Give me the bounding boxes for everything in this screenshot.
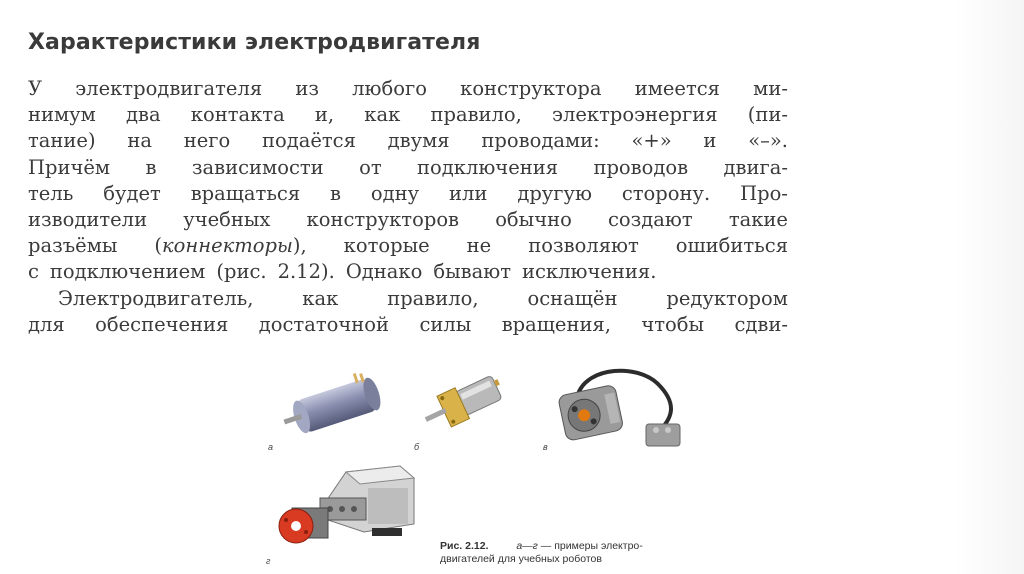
paragraph-word: вращаться [190, 181, 301, 205]
paragraph-word: и, [314, 103, 335, 127]
paragraph-word: или [449, 181, 488, 205]
paragraph-word: Однако [345, 260, 423, 284]
paragraph-word: любого [352, 77, 427, 100]
paragraph-word: чтобы [641, 312, 705, 336]
figure-caption [440, 540, 680, 566]
paragraph-word: Электродвигатель, [58, 286, 254, 310]
paragraph-word: достаточной [258, 312, 390, 336]
paragraph-word: обеспечения [95, 312, 229, 336]
paragraph-word: на [127, 129, 152, 153]
paragraph-word: «+» [631, 129, 672, 153]
paragraph-word: оснащён [527, 286, 618, 310]
paragraph-word: У [28, 77, 43, 100]
figure-letter-a: а [268, 442, 274, 452]
paragraph-line [28, 181, 788, 207]
paragraph-word: тание) [28, 129, 96, 153]
paragraph-line [28, 128, 788, 154]
paragraph-word: вращения, [501, 312, 611, 336]
paragraph-word: редуктором [666, 286, 788, 310]
paragraph-word: Причём [28, 155, 111, 179]
paragraph-word: (рис. [216, 260, 267, 284]
paragraph-line [28, 233, 788, 259]
paragraph-word: подключением [49, 260, 206, 284]
paragraph-word: от [359, 155, 382, 179]
paragraph-word: конструктора [460, 77, 602, 100]
paragraph-word: конструкторов [306, 208, 460, 232]
paragraph-word: другую [517, 181, 592, 205]
paragraph-word: правило, [387, 286, 479, 310]
paragraph-line [28, 76, 788, 102]
paragraph-word: как [364, 103, 401, 127]
paragraph-word: не [466, 234, 492, 258]
paragraph-word: двига- [723, 155, 788, 179]
paragraph-word: ми- [753, 77, 788, 100]
paragraph-word: такие [728, 208, 788, 232]
paragraph-word: разъёмы [28, 234, 118, 258]
paragraph-word: будет [103, 181, 161, 205]
paragraph-word: из [295, 77, 319, 100]
paragraph-line [28, 207, 788, 233]
paragraph-word: Про- [740, 181, 788, 205]
paragraph-word: с [28, 260, 39, 284]
paragraph-word: подаётся [261, 129, 356, 153]
paragraph-word: в [145, 155, 157, 179]
paragraph-word: два [125, 103, 161, 127]
paragraph-word: учебных [183, 208, 271, 232]
paragraph-word: которые [343, 234, 430, 258]
paragraph-word: для [28, 312, 65, 336]
paragraph-word: правило, [430, 103, 522, 127]
paragraph-line [28, 102, 788, 128]
paragraph-word: него [183, 129, 231, 153]
figure-letter-b: б [414, 442, 420, 452]
slide-edge-shading [954, 0, 1024, 574]
paragraph-word: нимум [28, 103, 96, 127]
motor-image-a [272, 372, 392, 442]
paragraph-word: бывают [433, 260, 511, 284]
paragraph-word: проводов [593, 155, 689, 179]
paragraph-word: проводами: [481, 129, 600, 153]
paragraph-word: одну [370, 181, 420, 205]
paragraph-word: имеется [634, 77, 720, 100]
paragraph-word: как [302, 286, 339, 310]
paragraph-line [28, 312, 788, 338]
paragraph [28, 76, 788, 338]
paragraph-word: (коннекторы), [154, 234, 307, 258]
caption-text-2: двигателей для учебных роботов [440, 553, 602, 565]
paragraph-word: двумя [387, 129, 450, 153]
paragraph-word: создают [607, 208, 693, 232]
paragraph-word: зависимости [191, 155, 324, 179]
paragraph-word: и [703, 129, 717, 153]
paragraph-word: ошибиться [675, 234, 788, 258]
paragraph-word: в [330, 181, 342, 205]
paragraph-word: силы [419, 312, 472, 336]
paragraph-word: сдви- [734, 312, 788, 336]
paragraph-word: исключения. [522, 260, 657, 284]
paragraph-word: электродвигателя [75, 77, 263, 100]
paragraph-line [28, 286, 788, 312]
motor-image-g [268, 458, 428, 562]
paragraph-word: «–». [748, 129, 788, 153]
caption-label: Рис. 2.12. [440, 540, 489, 552]
caption-text-1: — примеры электро- [540, 540, 643, 552]
paragraph-line [28, 155, 788, 181]
paragraph-line [28, 259, 788, 285]
paragraph-word: (пи- [747, 103, 788, 127]
paragraph-word: обычно [495, 208, 572, 232]
motor-image-v [548, 364, 688, 456]
figure-letter-v: в [543, 442, 548, 452]
paragraph-word: подключения [417, 155, 559, 179]
figure-letter-g: г [266, 556, 271, 566]
paragraph-word: тель [28, 181, 74, 205]
paragraph-word: сторону. [621, 181, 711, 205]
paragraph-word: 2.12). [277, 260, 335, 284]
caption-range: а—г [516, 540, 538, 552]
section-heading: Характеристики электродвигателя [28, 30, 481, 55]
paragraph-word: позволяют [528, 234, 639, 258]
paragraph-word: изводители [28, 208, 148, 232]
paragraph-word: контакта [190, 103, 285, 127]
paragraph-word: электроэнергия [552, 103, 718, 127]
motor-image-b [418, 366, 518, 446]
